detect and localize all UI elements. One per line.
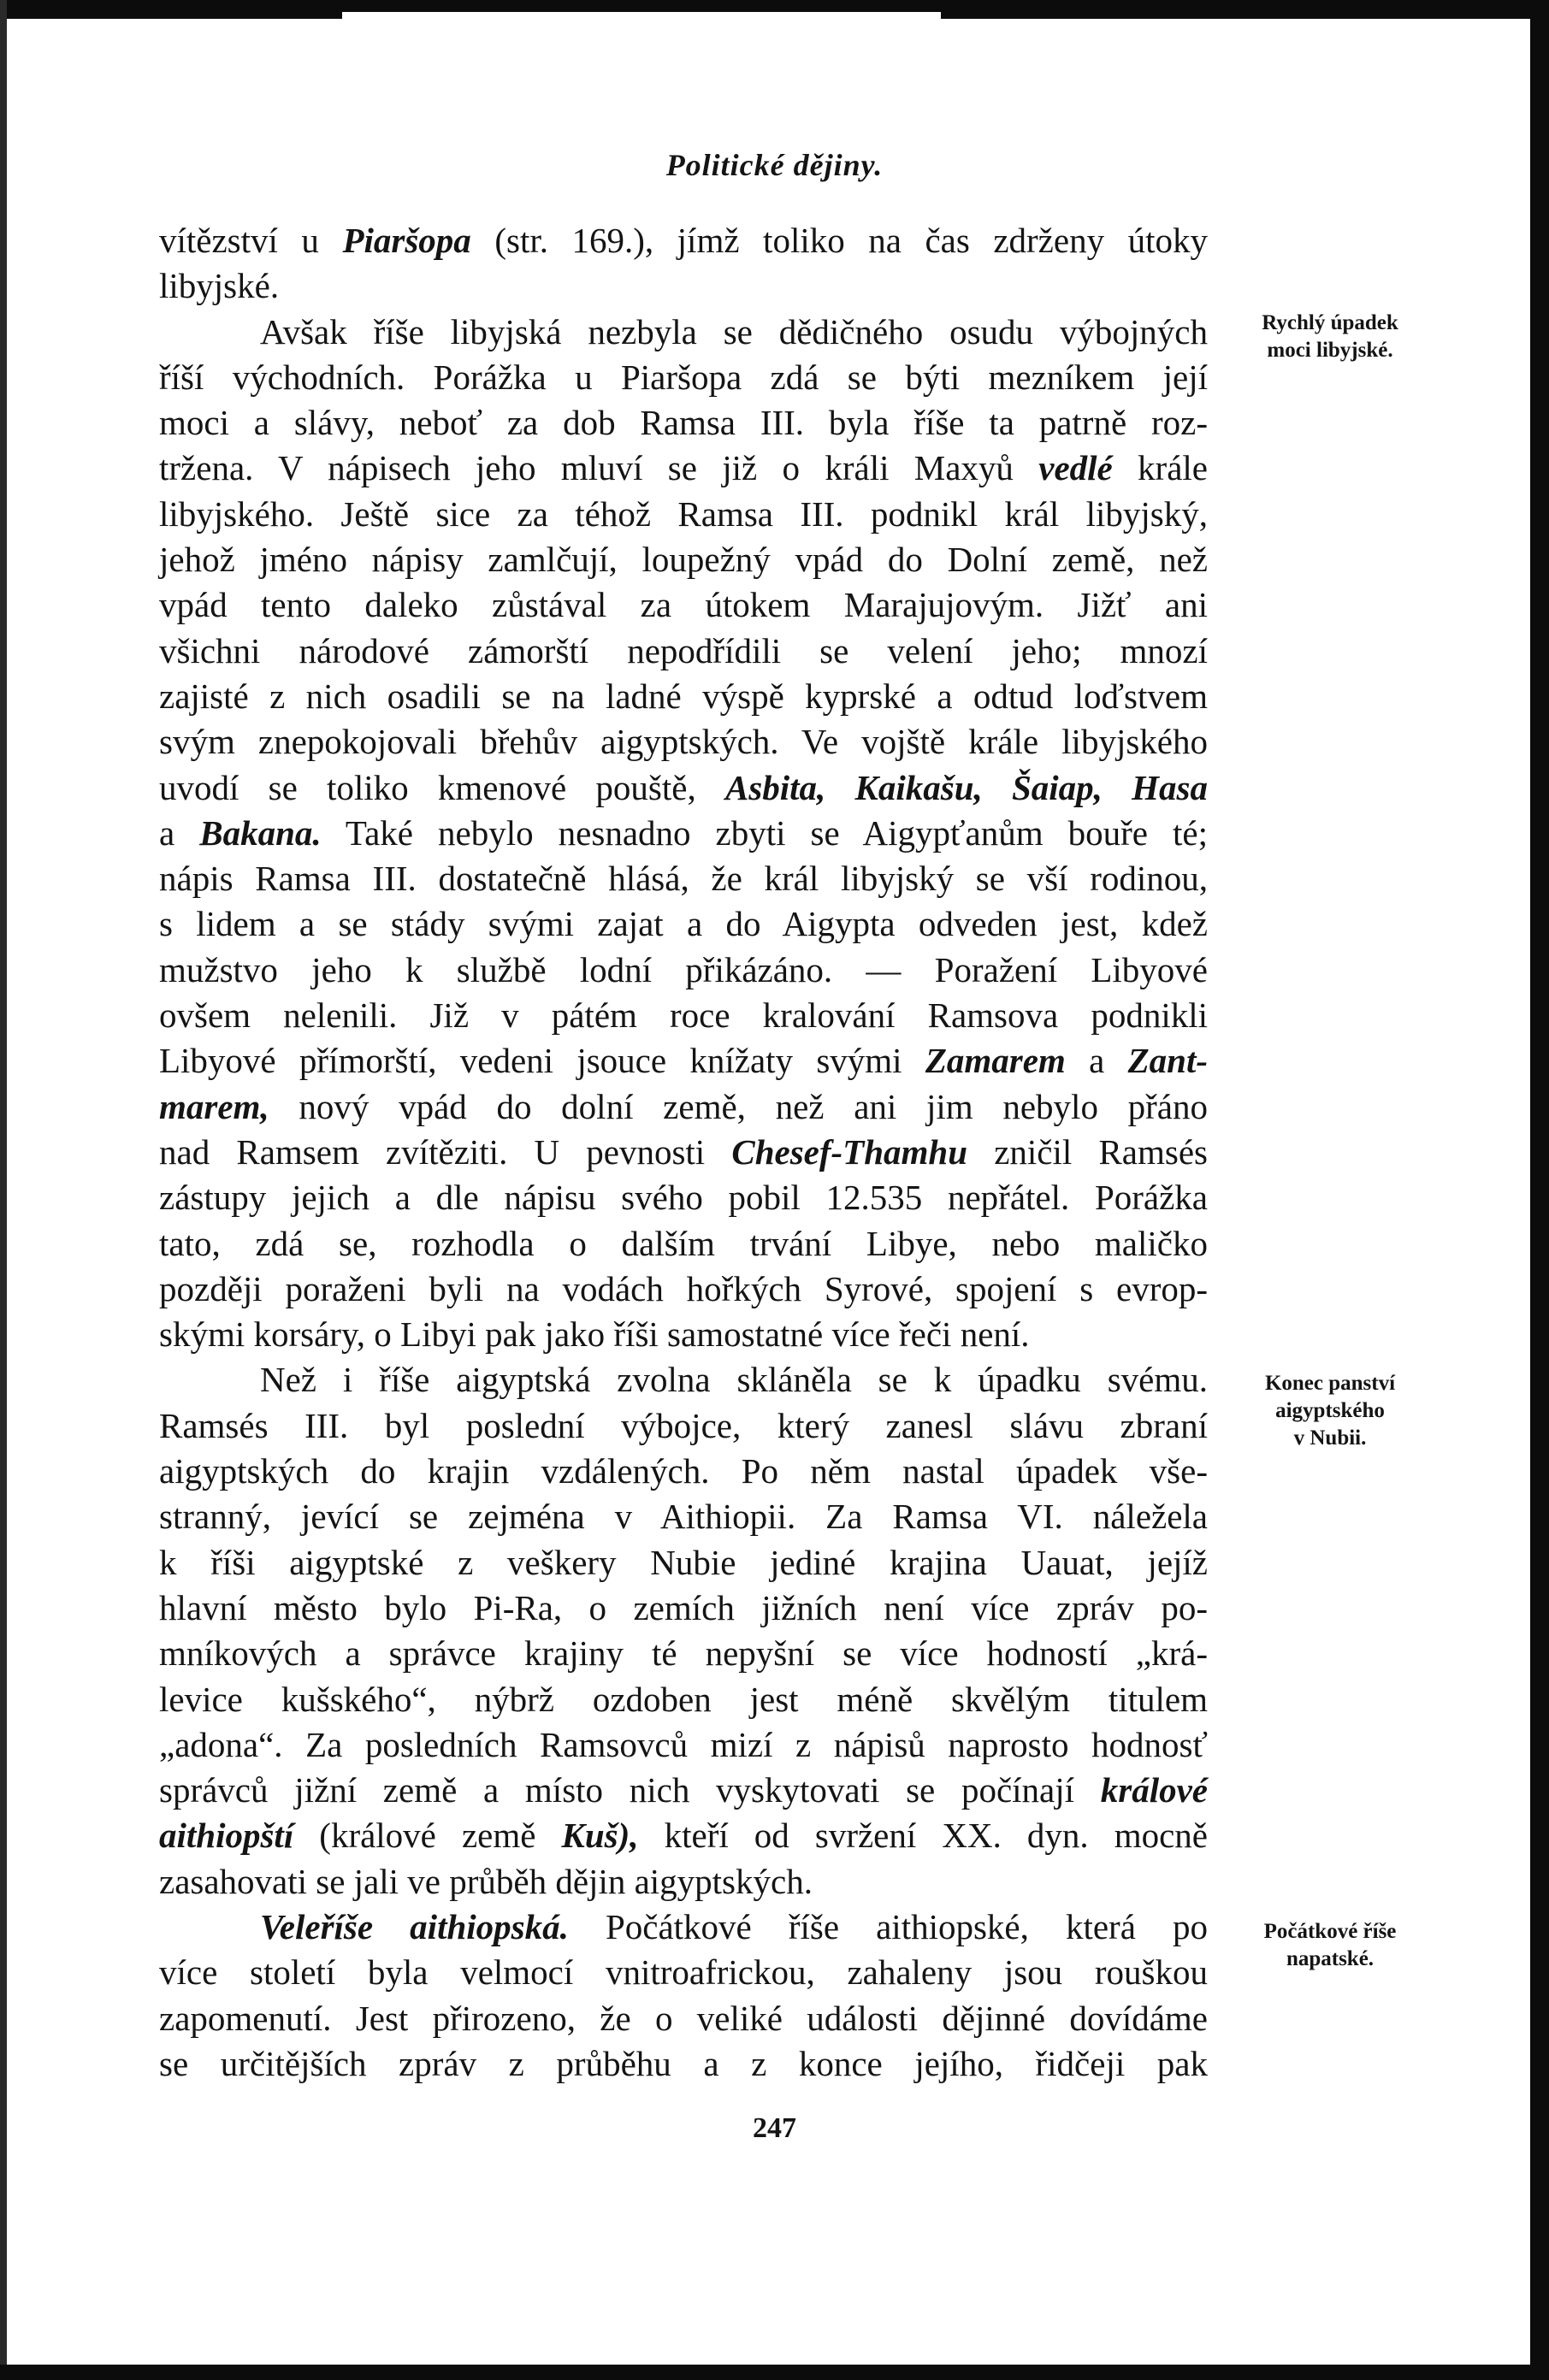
- text-segment: skými korsáry, o Libyi pak jako říši samostatné více řeči není.: [159, 1314, 1030, 1355]
- text-segment: správců jižní země a místo nich vyskytovati se počínají: [159, 1770, 1101, 1810]
- text-line: [159, 1768, 1208, 1813]
- text-line: [159, 901, 1208, 947]
- text-segment: více století byla velmocí vnitroafrickou, zahaleny jsou rouškou: [159, 1952, 1208, 1993]
- text-line: [159, 1084, 1208, 1130]
- text-segment: později poraženi byli na vodách hořkých Syrové, spojení s evrop-: [159, 1268, 1208, 1308]
- text-segment: tržena. V nápisech jeho mluví se již o králi Maxyů: [159, 448, 1039, 488]
- text-line: [159, 1996, 1208, 2041]
- text-line: [159, 355, 1208, 400]
- text-line: [159, 1859, 1208, 1905]
- italic-text: Asbita, Kaikašu, Šaiap, Hasa: [724, 767, 1208, 807]
- text-segment: ovšem nelenili. Již v pátém roce kralování Ramsova podnikli: [159, 995, 1208, 1036]
- margin-note-line: Konec panství: [1264, 1372, 1396, 1395]
- text-segment: libyjské.: [159, 266, 280, 306]
- text-line: [159, 218, 1208, 263]
- text-line: [159, 1494, 1208, 1539]
- italic-text: Chesef-Thamhu: [731, 1131, 968, 1172]
- text-line: [159, 1631, 1208, 1676]
- margin-note-line: moci libyjské.: [1267, 339, 1393, 362]
- text-segment: aigyptských do krajin vzdálených. Po něm nastal úpadek vše-: [159, 1451, 1208, 1491]
- text-segment: (str. 169.), jímž toliko na čas zdrženy útoky: [470, 221, 1208, 260]
- text-segment: Avšak říše libyjská nezbyla se dědičného osudu výbojných: [260, 311, 1208, 351]
- margin-note-line: v Nubii.: [1293, 1426, 1367, 1450]
- text-line: [159, 765, 1208, 811]
- margin-note-end-of-nubia: [1223, 1370, 1437, 1452]
- text-segment: říší východních. Porážka u Piaršopa zdá se býti mezníkem její: [159, 357, 1208, 397]
- italic-text: aithiopští: [159, 1816, 294, 1856]
- text-line: [159, 1038, 1208, 1084]
- text-segment: zasahovati se jali ve průběh dějin aigyptských.: [159, 1861, 813, 1901]
- text-segment: zajisté z nich osadili se na ladné výspě kyprské a odtud loďstvem: [159, 676, 1208, 716]
- text-segment: levice kušského“, nýbrž ozdoben jest méně skvělým titulem: [159, 1679, 1208, 1719]
- text-segment: zástupy jejich a dle nápisu svého pobil 12.535 nepřátel. Porážka: [159, 1178, 1208, 1218]
- italic-text: Bakana.: [199, 812, 322, 853]
- text-segment: krále: [1112, 448, 1208, 488]
- italic-text: Kuš),: [561, 1816, 639, 1856]
- text-line: [159, 2041, 1208, 2087]
- margin-note-line: aigyptského: [1275, 1399, 1385, 1422]
- margin-note-line: Počátkové říše: [1263, 1920, 1397, 1943]
- text-segment: stranný, jevící se zejména v Aithiopii. Za Ramsa VI. náležela: [159, 1497, 1208, 1537]
- text-line: [159, 1221, 1208, 1267]
- italic-text: vedlé: [1038, 448, 1113, 488]
- text-segment: nový vpád do dolní země, než ani jim nebylo přáno: [269, 1086, 1208, 1126]
- text-segment: mužstvo jeho k službě lodní přikázáno. — Poražení Libyové: [159, 949, 1208, 989]
- text-segment: libyjského. Ještě sice za téhož Ramsa III. podnikl král libyjský,: [159, 493, 1208, 534]
- text-segment: kteří od svržení XX. dyn. mocně: [638, 1816, 1208, 1856]
- text-segment: hlavní město bylo Pi-Ra, o zemích jižních není více zpráv po-: [159, 1587, 1208, 1627]
- text-line: [159, 1950, 1208, 1995]
- text-segment: Ramsés III. byl poslední výbojce, který zanesl slávu zbraní: [159, 1405, 1208, 1445]
- text-segment: Libyové přímorští, vedeni jsouce knížaty svými: [159, 1041, 925, 1081]
- text-segment: k říši aigyptské z veškery Nubie jediné krajina Uauat, jejíž: [159, 1542, 1208, 1582]
- text-segment: Než i říše aigyptská zvolna skláněla se k úpadku svému.: [260, 1360, 1208, 1400]
- text-segment: nápis Ramsa III. dostatečně hlásá, že král libyjský se vší rodinou,: [159, 859, 1208, 899]
- text-line: [159, 1357, 1208, 1403]
- page-number: 247: [753, 2112, 796, 2144]
- text-segment: a: [159, 812, 200, 853]
- italic-text: králové: [1100, 1770, 1208, 1810]
- text-line: [159, 719, 1208, 765]
- italic-text: Zamarem: [925, 1041, 1066, 1081]
- text-segment: moci a slávy, neboť za dob Ramsa III. byla říše ta patrně roz-: [159, 403, 1208, 443]
- text-segment: všichni národové zámorští nepodřídili se velení jeho; mnozí: [159, 630, 1208, 670]
- text-line: [159, 856, 1208, 901]
- text-line: [159, 1677, 1208, 1722]
- text-line: [159, 1586, 1208, 1631]
- body-text: [159, 218, 1208, 2087]
- text-line: [159, 948, 1208, 993]
- text-segment: „adona“. Za posledních Ramsovců mizí z nápisů naprosto hodnosť: [159, 1724, 1208, 1764]
- text-line: [159, 1175, 1208, 1220]
- text-segment: jehož jméno nápisy zamlčují, loupežný vpád do Dolní země, než: [159, 540, 1208, 580]
- text-line: [159, 993, 1208, 1038]
- text-line: [159, 537, 1208, 582]
- text-segment: vítězství u: [159, 221, 343, 260]
- text-line: [159, 492, 1208, 537]
- text-segment: se určitějších zpráv z průběhu a z konce jejího, řidčeji pak: [159, 2043, 1208, 2083]
- text-line: [159, 582, 1208, 628]
- running-head: Politické dějiny.: [665, 148, 884, 182]
- text-segment: s lidem a se stády svými zajat a do Aigypta odveden jest, kdež: [159, 904, 1208, 944]
- text-line: [159, 1267, 1208, 1312]
- scan-border-left: [0, 0, 7, 2380]
- text-line: [159, 1813, 1208, 1858]
- scan-border-gap: [342, 12, 941, 19]
- text-line: [159, 310, 1208, 355]
- text-line: [159, 1403, 1208, 1449]
- text-line: [159, 1130, 1208, 1175]
- text-segment: (králové země: [293, 1816, 562, 1856]
- text-segment: a: [1065, 1041, 1128, 1081]
- italic-text: Piaršopa: [342, 221, 471, 260]
- text-line: [159, 1312, 1208, 1357]
- text-segment: svým znepokojovali břehův aigyptských. Ve vojště krále libyjského: [159, 722, 1208, 762]
- italic-text: Zant-: [1127, 1041, 1208, 1081]
- text-line: [159, 1905, 1208, 1950]
- text-line: [159, 674, 1208, 719]
- text-segment: zničil Ramsés: [967, 1131, 1208, 1172]
- text-segment: Počátkové říše aithiopské, která po: [568, 1906, 1208, 1946]
- text-line: [159, 263, 1208, 309]
- text-segment: nad Ramsem zvítěziti. U pevnosti: [159, 1131, 732, 1172]
- text-segment: Také nebylo nesnadno zbyti se Aigypťanům bouře té;: [321, 812, 1208, 853]
- text-segment: tato, zdá se, rozhodla o dalším trvání Libye, nebo maličko: [159, 1223, 1208, 1263]
- margin-note-line: napatské.: [1286, 1947, 1375, 1970]
- text-segment: vpád tento daleko zůstával za útokem Marajujovým. Jižť ani: [159, 585, 1208, 625]
- text-line: [159, 400, 1208, 446]
- text-line: [159, 1449, 1208, 1494]
- margin-note-rapid-decline: [1223, 310, 1437, 364]
- italic-text: Veleříše aithiopská.: [260, 1906, 569, 1946]
- text-line: [159, 1722, 1208, 1768]
- text-segment: mníkových a správce krajiny té nepyšní se více hodností „krá-: [159, 1633, 1208, 1674]
- text-line: [159, 811, 1208, 856]
- text-line: [159, 629, 1208, 674]
- margin-note-line: Rychlý úpadek: [1262, 311, 1398, 334]
- text-line: [159, 1540, 1208, 1586]
- text-line: [159, 446, 1208, 491]
- text-segment: uvodí se toliko kmenové pouště,: [159, 767, 725, 807]
- scan-border-right: [1530, 0, 1549, 2380]
- margin-note-napata-origins: [1223, 1918, 1437, 1973]
- italic-text: marem,: [159, 1086, 269, 1126]
- text-segment: zapomenutí. Jest přirozeno, že o veliké události dějinné dovídáme: [159, 1998, 1208, 2038]
- scan-border-bottom: [0, 2365, 1549, 2380]
